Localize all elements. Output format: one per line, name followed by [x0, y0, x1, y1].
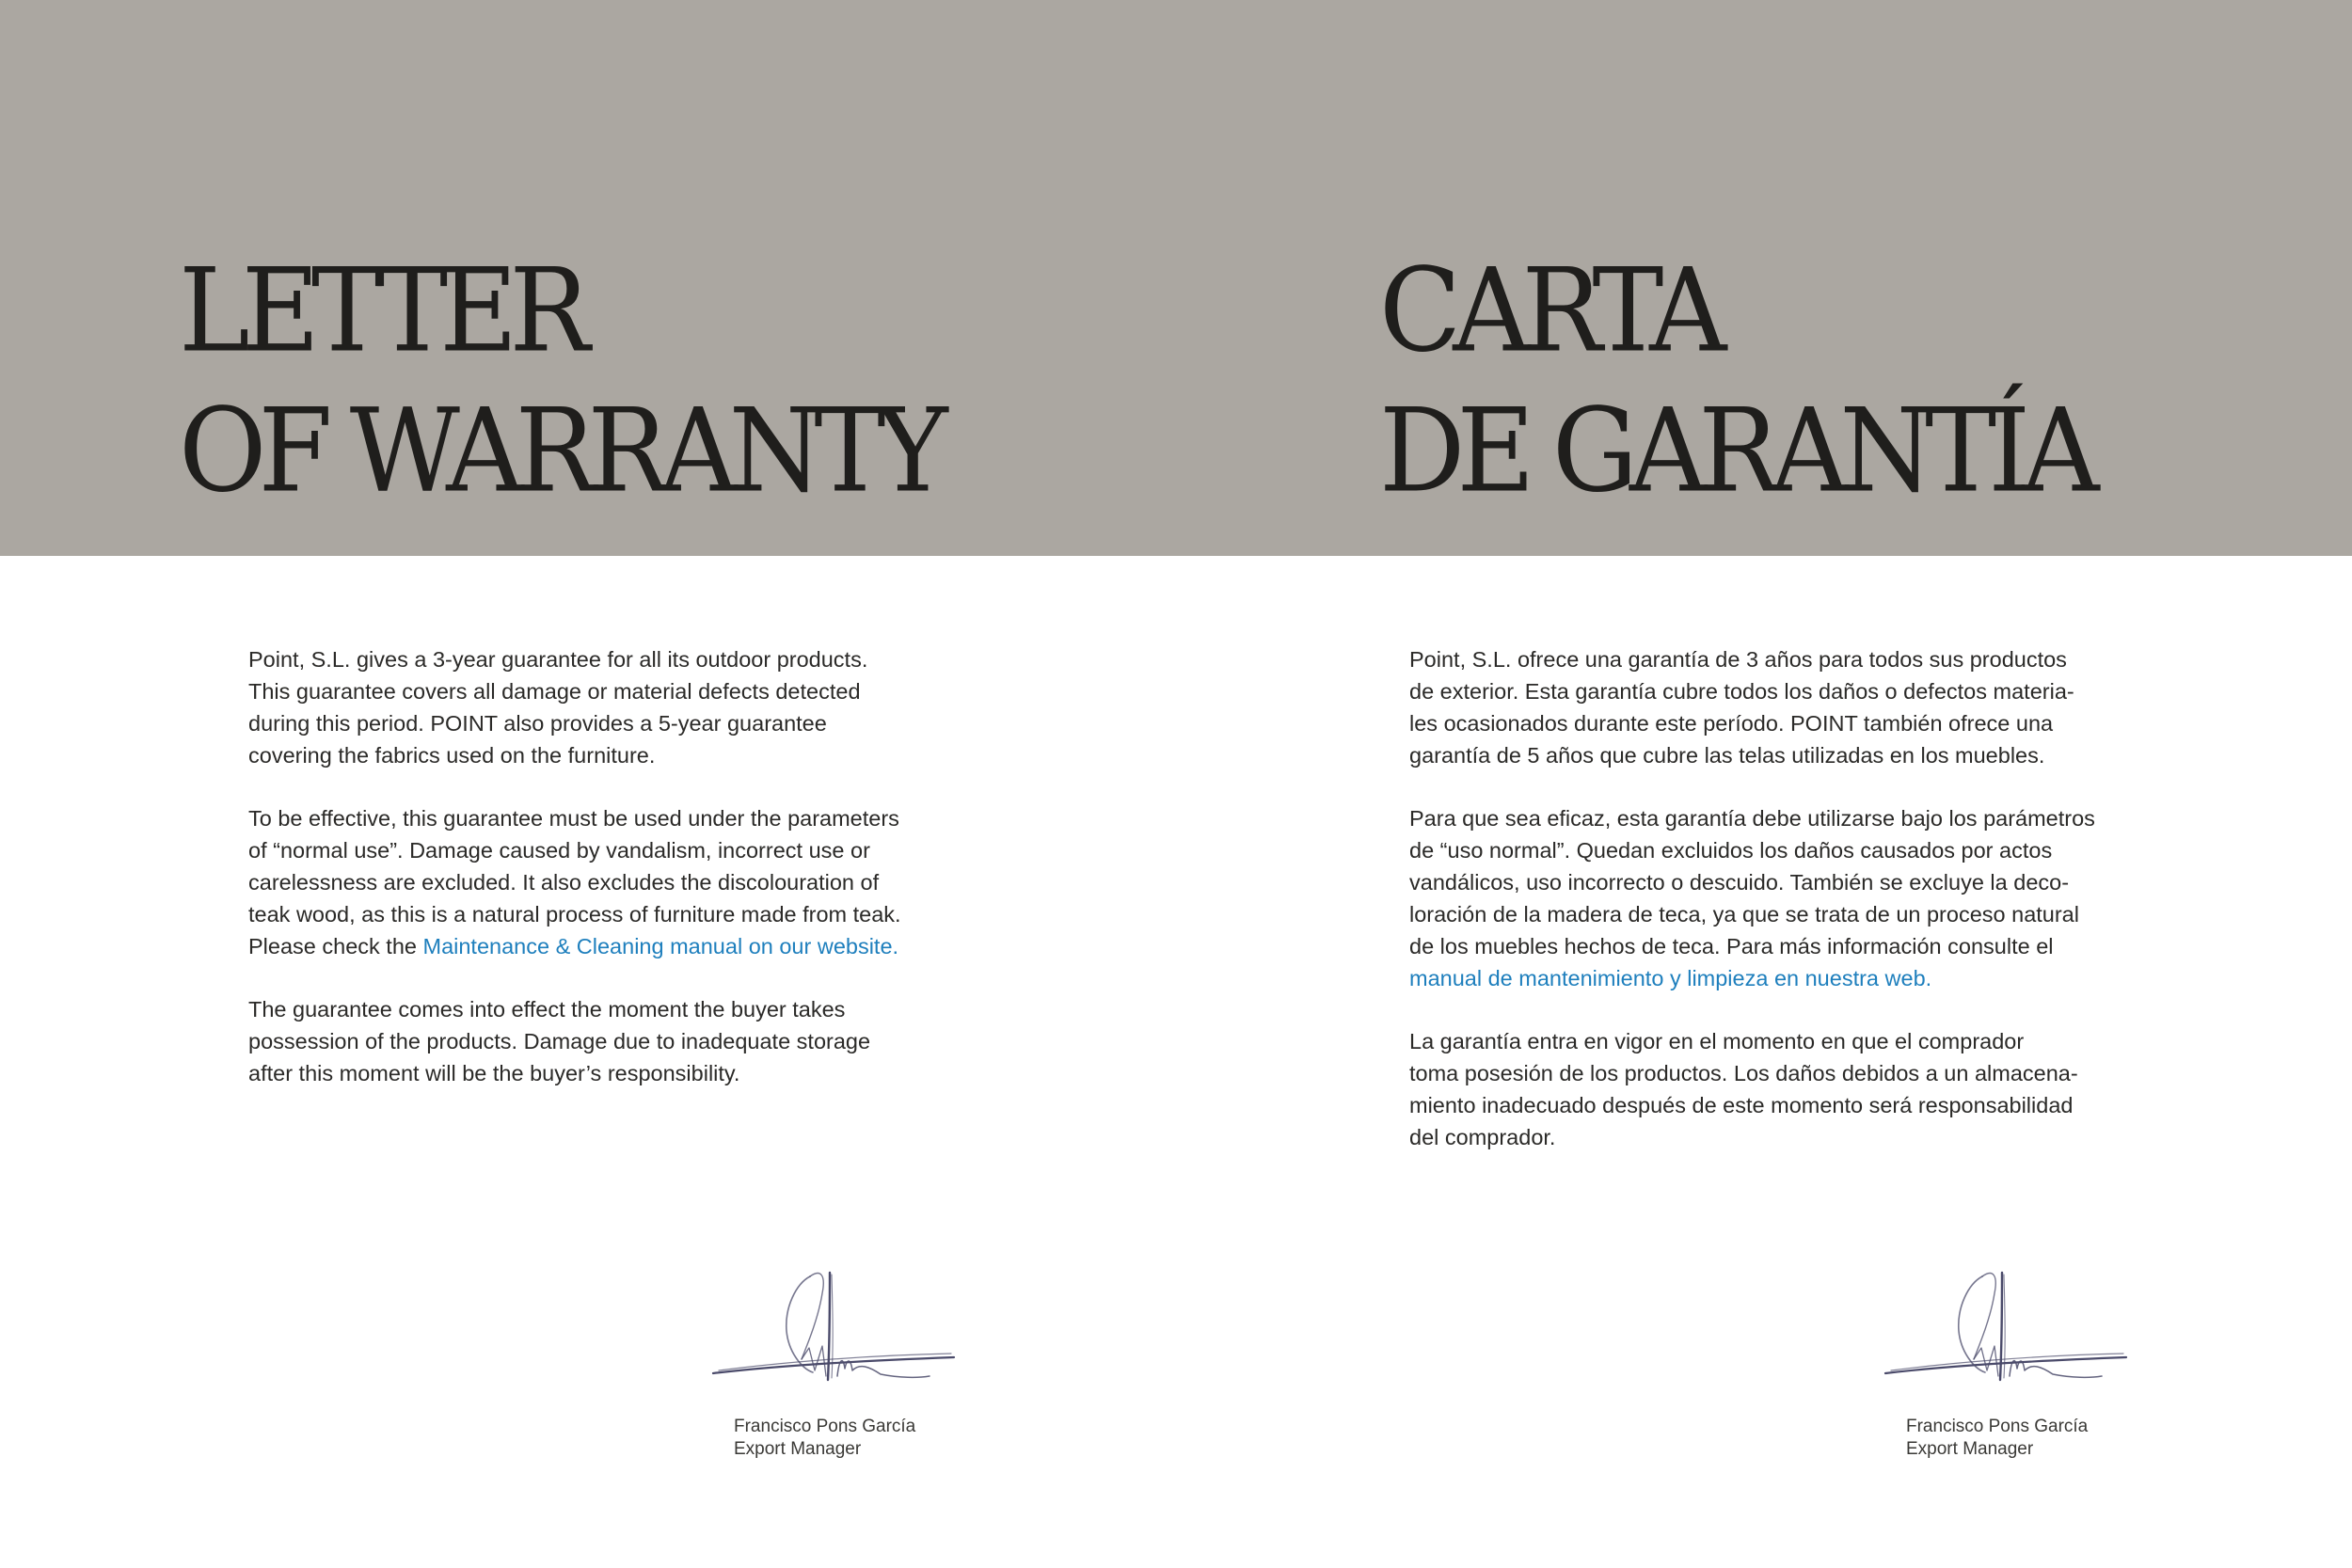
text-line: La garantía entra en vigor en el momento en que el comprador — [1409, 1029, 2025, 1053]
english-title-line-1: LETTER — [179, 243, 582, 378]
text-line: de exterior. Esta garantía cubre todos los daños o defectos materia- — [1409, 679, 2074, 704]
english-title — [179, 241, 940, 521]
text-line: de “uso normal”. Quedan excluidos los daños causados por actos — [1409, 838, 2053, 863]
text-line: This guarantee covers all damage or material defects detected — [248, 679, 861, 704]
english-signature-block — [711, 1265, 965, 1459]
english-body — [248, 643, 963, 1120]
text-line: toma posesión de los productos. Los daños debidos a un almacena- — [1409, 1061, 2078, 1085]
text-line: To be effective, this guarantee must be used under the parameters — [248, 806, 899, 831]
signatory-name: Francisco Pons García — [734, 1417, 916, 1436]
text-line: during this period. POINT also provides a 5-year guarantee — [248, 711, 827, 736]
spanish-paragraph-3 — [1409, 1025, 2143, 1153]
text-line: del comprador. — [1409, 1125, 1556, 1149]
signatory-role: Export Manager — [734, 1439, 862, 1459]
spanish-paragraph-2 — [1409, 802, 2143, 994]
english-title-line-2: OF WARRANTY — [179, 383, 940, 518]
text-line: les ocasionados durante este período. POINT también ofrece una — [1409, 711, 2054, 736]
english-paragraph-3 — [248, 993, 963, 1089]
text-line: after this moment will be the buyer’s responsibility. — [248, 1061, 740, 1085]
header-band — [0, 0, 2352, 556]
text-line: of “normal use”. Damage caused by vandalism, incorrect use or — [248, 838, 870, 863]
text-line: Para que sea eficaz, esta garantía debe utilizarse bajo los parámetros — [1409, 806, 2095, 831]
spanish-title — [1379, 241, 2091, 521]
text-line-with-link — [1409, 962, 2143, 994]
text-line: covering the fabrics used on the furniture. — [248, 743, 656, 768]
text-line: miento inadecuado después de este momento será responsabilidad — [1409, 1093, 2074, 1117]
text-line: Point, S.L. ofrece una garantía de 3 años para todos sus productos — [1409, 647, 2067, 672]
link-prefix: Please check the — [248, 934, 423, 958]
signatory-role: Export Manager — [1906, 1439, 2034, 1459]
spanish-title-line-1: CARTA — [1379, 243, 1719, 378]
signature-image — [1883, 1265, 2137, 1387]
text-line: vandálicos, uso incorrecto o descuido. También se excluye la deco- — [1409, 870, 2070, 895]
english-paragraph-1 — [248, 643, 963, 771]
text-line-with-link — [248, 930, 963, 962]
signature-caption — [734, 1416, 915, 1461]
spanish-signature-block — [1883, 1265, 2137, 1459]
text-line: garantía de 5 años que cubre las telas utilizadas en los muebles. — [1409, 743, 2045, 768]
text-line: possession of the products. Damage due to inadequate storage — [248, 1029, 871, 1053]
signature-image — [711, 1265, 965, 1387]
manual-mantenimiento-link[interactable]: manual de mantenimiento y limpieza en nuestra web. — [1409, 966, 1932, 990]
spanish-title-line-2: DE GARANTÍA — [1379, 383, 2091, 518]
text-line: loración de la madera de teca, ya que se trata de un proceso natural — [1409, 902, 2079, 927]
text-line: Point, S.L. gives a 3-year guarantee for all its outdoor products. — [248, 647, 868, 672]
signatory-name: Francisco Pons García — [1906, 1417, 2089, 1436]
text-line: carelessness are excluded. It also excludes the discolouration of — [248, 870, 880, 895]
signature-caption — [1906, 1416, 2088, 1461]
text-line: de los muebles hechos de teca. Para más información consulte el — [1409, 934, 2054, 958]
spanish-paragraph-1 — [1409, 643, 2143, 771]
spanish-body — [1409, 643, 2143, 1184]
maintenance-manual-link[interactable]: Maintenance & Cleaning manual on our website. — [422, 934, 899, 958]
text-line: teak wood, as this is a natural process of furniture made from teak. — [248, 902, 901, 927]
english-paragraph-2 — [248, 802, 963, 962]
text-line: The guarantee comes into effect the moment the buyer takes — [248, 997, 846, 1022]
